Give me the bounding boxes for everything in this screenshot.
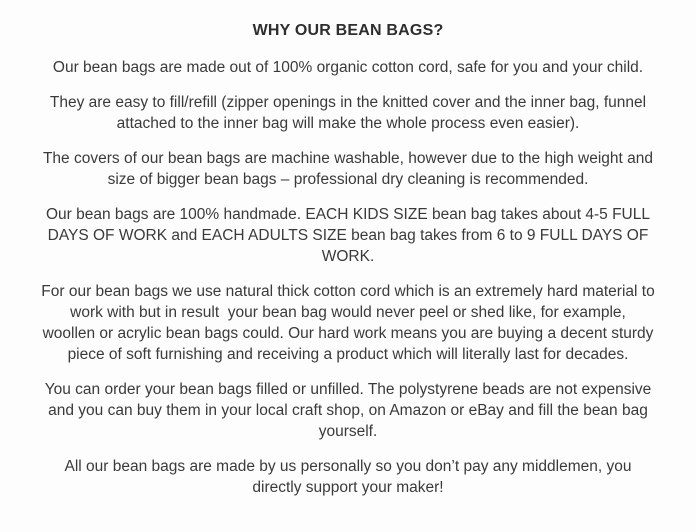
- paragraph-line: All our bean bags are made by us personally so you don’t pay any middlemen, you: [64, 458, 632, 475]
- paragraph-line: directly support your maker!: [252, 479, 444, 496]
- paragraph-durability: [18, 281, 678, 365]
- paragraph-filling-options: [18, 379, 678, 442]
- paragraph-no-middlemen: [18, 456, 678, 498]
- paragraph-line: WORK.: [321, 248, 375, 265]
- paragraph-line: You can order your bean bags filled or unfilled. The polystyrene beads are not expensive: [44, 381, 652, 398]
- paragraph-line: They are easy to fill/refill (zipper openings in the knitted cover and the inner bag, funnel: [49, 94, 647, 111]
- paragraph-line: For our bean bags we use natural thick cotton cord which is an extremely hard material to: [41, 283, 655, 300]
- paragraph-line: DAYS OF WORK and EACH ADULTS SIZE bean bag takes from 6 to 9 FULL DAYS OF: [47, 227, 649, 244]
- paragraph-line: piece of soft furnishing and receiving a product which will literally last for decades.: [67, 346, 629, 363]
- paragraph-line: The covers of our bean bags are machine washable, however due to the high weight and: [42, 150, 654, 167]
- paragraph-materials: [18, 57, 678, 78]
- section-title: WHY OUR BEAN BAGS?: [252, 22, 444, 39]
- paragraph-washing: [18, 148, 678, 190]
- paragraph-fill-refill: [18, 92, 678, 134]
- paragraph-line: work with but in result your bean bag would never peel or shed like, for example,: [70, 304, 626, 321]
- paragraph-line: Our bean bags are made out of 100% organic cotton cord, safe for you and your child.: [52, 59, 644, 76]
- paragraph-line: and you can buy them in your local craft shop, on Amazon or eBay and fill the bean bag: [48, 402, 648, 419]
- paragraph-line: yourself.: [318, 423, 378, 440]
- paragraph-line: woollen or acrylic bean bags could. Our hard work means you are buying a decent sturdy: [42, 325, 654, 342]
- paragraph-line: Our bean bags are 100% handmade. EACH KIDS SIZE bean bag takes about 4-5 FULL: [45, 206, 650, 223]
- paragraph-line: size of bigger bean bags – professional dry cleaning is recommended.: [107, 171, 589, 188]
- paragraph-handmade: [18, 204, 678, 267]
- paragraph-line: attached to the inner bag will make the whole process even easier).: [116, 115, 580, 132]
